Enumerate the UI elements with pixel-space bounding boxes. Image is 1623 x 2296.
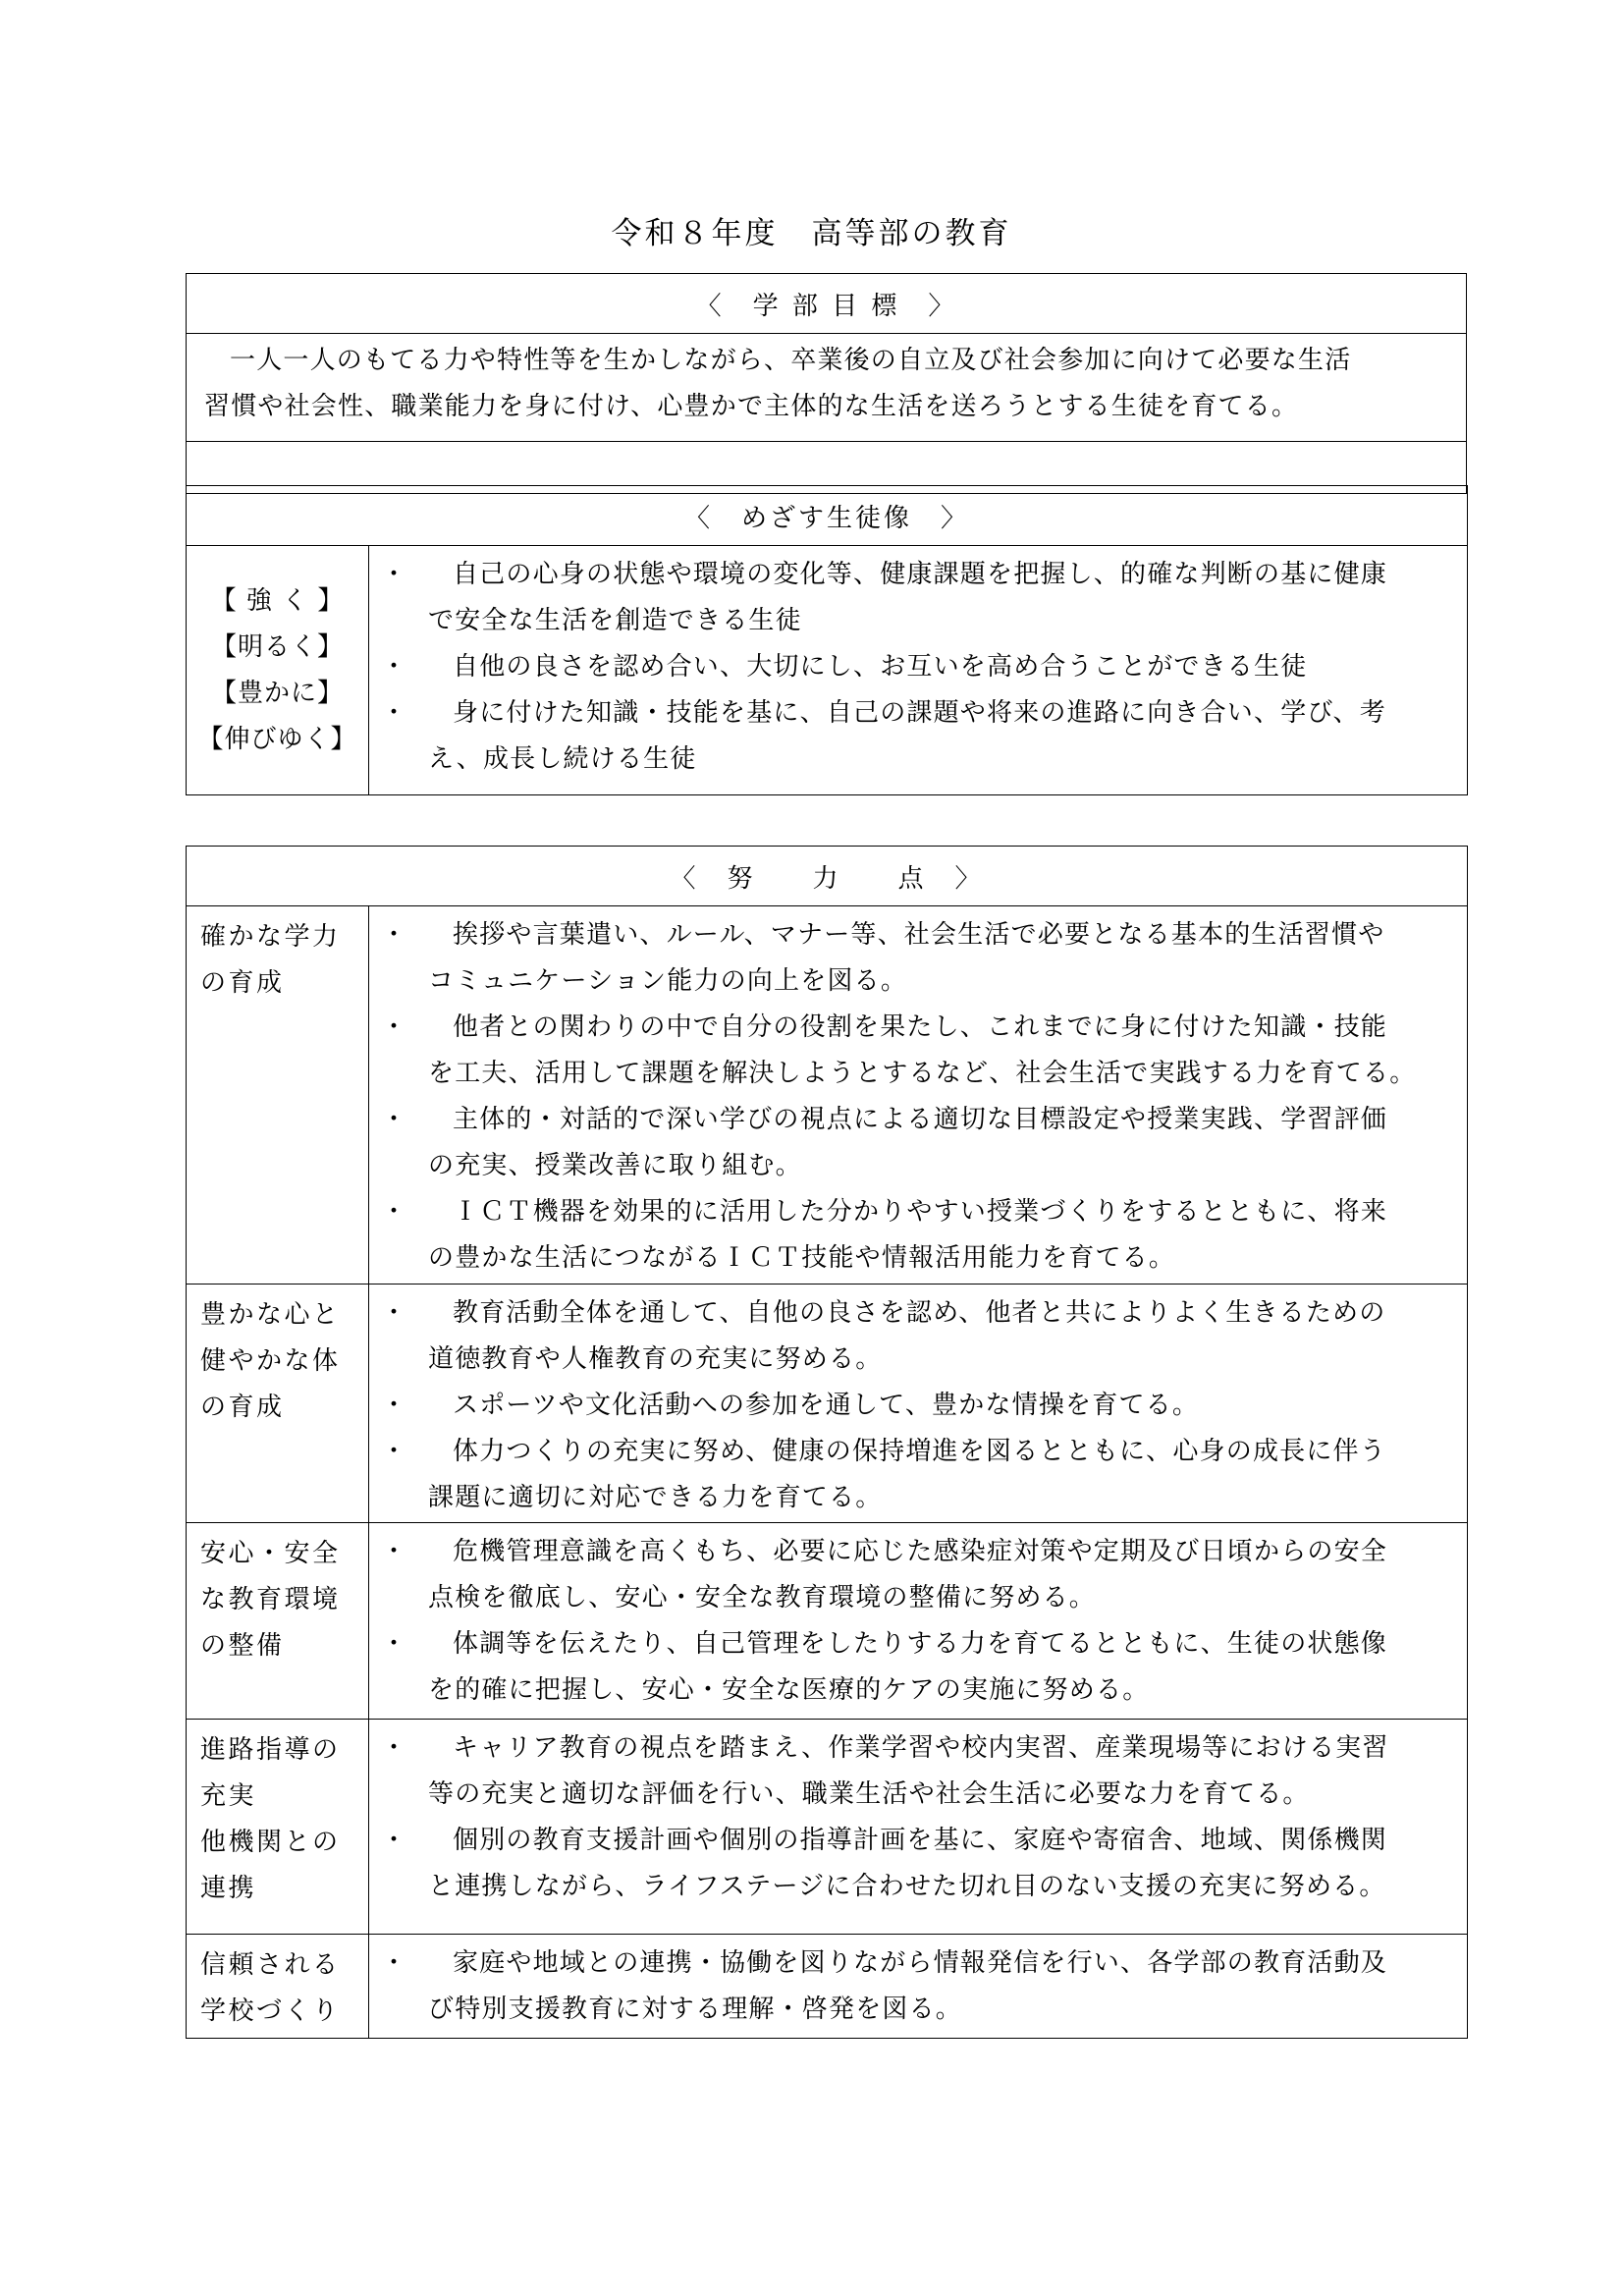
ideal-table — [186, 485, 1468, 795]
item-line: 点検を徹底し、安心・安全な教育環境の整備に努める。 — [428, 1583, 1097, 1613]
item-line: の豊かな生活につながるＩＣＴ技能や情報活用能力を育てる。 — [428, 1243, 1176, 1273]
ideal-traits — [187, 546, 369, 795]
item-line: ・ 個別の教育支援計画や個別の指導計画を基に、家庭や寄宿舎、地域、関係機関 — [453, 1826, 1388, 1855]
effort-label — [187, 1720, 369, 1935]
label-line: 連携 — [200, 1874, 257, 1903]
label-line: の育成 — [200, 968, 285, 998]
item-line: を的確に把握し、安心・安全な医療的ケアの実施に努める。 — [428, 1675, 1150, 1705]
item-line: ・ 身に付けた知識・技能を基に、自己の課題や将来の進路に向き合い、学び、考 — [453, 698, 1386, 728]
label-line: の整備 — [200, 1631, 285, 1661]
list-item — [381, 1290, 1455, 1383]
list-item — [381, 1941, 1455, 2033]
list-item — [381, 1725, 1455, 1818]
list-item — [381, 1005, 1455, 1097]
label-line: 学校づくり — [200, 1996, 341, 2026]
effort-label — [187, 1285, 369, 1523]
item-line: ・ 体調等を伝えたり、自己管理をしたりする力を育てるとともに、生徒の状態像 — [453, 1629, 1388, 1659]
effort-label — [187, 1935, 369, 2039]
item-line: ・ 自己の心身の状態や環境の変化等、健康課題を把握し、的確な判断の基に健康 — [453, 560, 1388, 589]
item-line: ・ スポーツや文化活動への参加を通して、豊かな情操を育てる。 — [453, 1391, 1200, 1420]
list-item — [381, 1818, 1455, 1910]
effort-items — [369, 1720, 1468, 1935]
list-item — [381, 912, 1455, 1005]
label-line: 安心・安全 — [200, 1539, 341, 1568]
item-line: 道徳教育や人権教育の充実に努める。 — [428, 1344, 883, 1374]
item-line: と連携しながら、ライフステージに合わせた切れ目のない支援の充実に努める。 — [428, 1872, 1386, 1901]
effort-row-academic — [187, 906, 1468, 1285]
list-item — [381, 690, 1455, 783]
list-item — [381, 1621, 1455, 1714]
label-line: 確かな学力 — [200, 922, 341, 952]
item-line: ・ キャリア教育の視点を踏まえ、作業学習や校内実習、産業現場等における実習 — [453, 1733, 1389, 1763]
effort-row-career — [187, 1720, 1468, 1935]
effort-row-trust — [187, 1935, 1468, 2039]
item-line: び特別支援教育に対する理解・啓発を図る。 — [428, 1995, 963, 2024]
page-title: 令和８年度 高等部の教育 — [611, 216, 1012, 251]
list-item — [381, 1189, 1455, 1282]
item-line: ・ 挨拶や言葉遣い、ルール、マナー等、社会生活で必要となる基本的生活習慣や — [453, 920, 1385, 950]
effort-items — [369, 906, 1468, 1285]
trait-label: 【 強 く 】 — [210, 585, 345, 616]
ideal-heading: 〈 めざす生徒像 〉 — [187, 486, 1468, 546]
effort-label — [187, 1523, 369, 1720]
item-line: ・ ＩＣＴ機器を効果的に活用した分かりやすい授業づくりをするとともに、将来 — [453, 1197, 1388, 1227]
effort-items — [369, 1285, 1468, 1523]
list-item — [381, 1529, 1455, 1621]
item-line: ・ 自他の良さを認め合い、大切にし、お互いを高め合うことができる生徒 — [453, 652, 1308, 682]
label-line: 充実 — [200, 1781, 257, 1811]
trait-label: 【伸びゆく】 — [197, 724, 357, 754]
label-line: の育成 — [200, 1393, 285, 1422]
item-line: ・ 主体的・対話的で深い学びの視点による適切な目標設定や授業実践、学習評価 — [453, 1105, 1388, 1134]
goal-line: 一人一人のもてる力や特性等を生かしながら、卒業後の自立及び社会参加に向けて必要な生活 — [230, 346, 1352, 375]
label-line: 他機関との — [200, 1828, 341, 1857]
list-item — [381, 644, 1455, 690]
trait-label: 【明るく】 — [210, 631, 344, 662]
item-line: 等の充実と適切な評価を行い、職業生活や社会生活に必要な力を育てる。 — [428, 1779, 1310, 1809]
label-line: な教育環境 — [200, 1585, 341, 1614]
list-item — [381, 1383, 1455, 1429]
effort-row-safety — [187, 1523, 1468, 1720]
trait-label: 【豊かに】 — [210, 678, 344, 708]
label-line: 信頼される — [200, 1950, 341, 1980]
effort-label — [187, 906, 369, 1285]
item-line: ・ 他者との関わりの中で自分の役割を果たし、これまでに身に付けた知識・技能 — [453, 1012, 1388, 1042]
ideal-items — [369, 546, 1468, 795]
item-line: ・ 教育活動全体を通して、自他の良さを認め、他者と共によりよく生きるための — [453, 1298, 1386, 1328]
label-line: 健やかな体 — [200, 1346, 341, 1376]
item-line: を工夫、活用して課題を解決しようとするなど、社会生活で実践する力を育てる。 — [428, 1059, 1417, 1088]
goal-text — [187, 334, 1467, 442]
goal-table — [186, 273, 1467, 494]
efforts-heading: 〈 努 力 点 〉 — [187, 847, 1468, 906]
list-item — [381, 1429, 1455, 1521]
item-line: コミュニケーション能力の向上を図る。 — [428, 966, 908, 996]
goal-line: 習慣や社会性、職業能力を身に付け、心豊かで主体的な生活を送ろうとする生徒を育てる。 — [204, 392, 1299, 421]
label-line: 豊かな心と — [200, 1300, 341, 1330]
item-line: え、成長し続ける生徒 — [428, 744, 697, 774]
effort-items — [369, 1523, 1468, 1720]
item-line: の充実、授業改善に取り組む。 — [428, 1151, 802, 1180]
efforts-table — [186, 846, 1468, 2039]
list-item — [381, 552, 1455, 644]
label-line: 進路指導の — [200, 1735, 341, 1765]
item-line: ・ 家庭や地域との連携・協働を図りながら情報発信を行い、各学部の教育活動及 — [453, 1948, 1388, 1978]
effort-items — [369, 1935, 1468, 2039]
list-item — [381, 1097, 1455, 1189]
item-line: で安全な生活を創造できる生徒 — [428, 606, 802, 635]
item-line: ・ 危機管理意識を高くもち、必要に応じた感染症対策や定期及び日頃からの安全 — [453, 1537, 1388, 1566]
goal-heading: 〈 学 部 目 標 〉 — [187, 274, 1467, 334]
effort-row-heart-body — [187, 1285, 1468, 1523]
item-line: 課題に適切に対応できる力を育てる。 — [428, 1483, 883, 1512]
item-line: ・ 体力つくりの充実に努め、健康の保持増進を図るとともに、心身の成長に伴う — [453, 1437, 1386, 1466]
